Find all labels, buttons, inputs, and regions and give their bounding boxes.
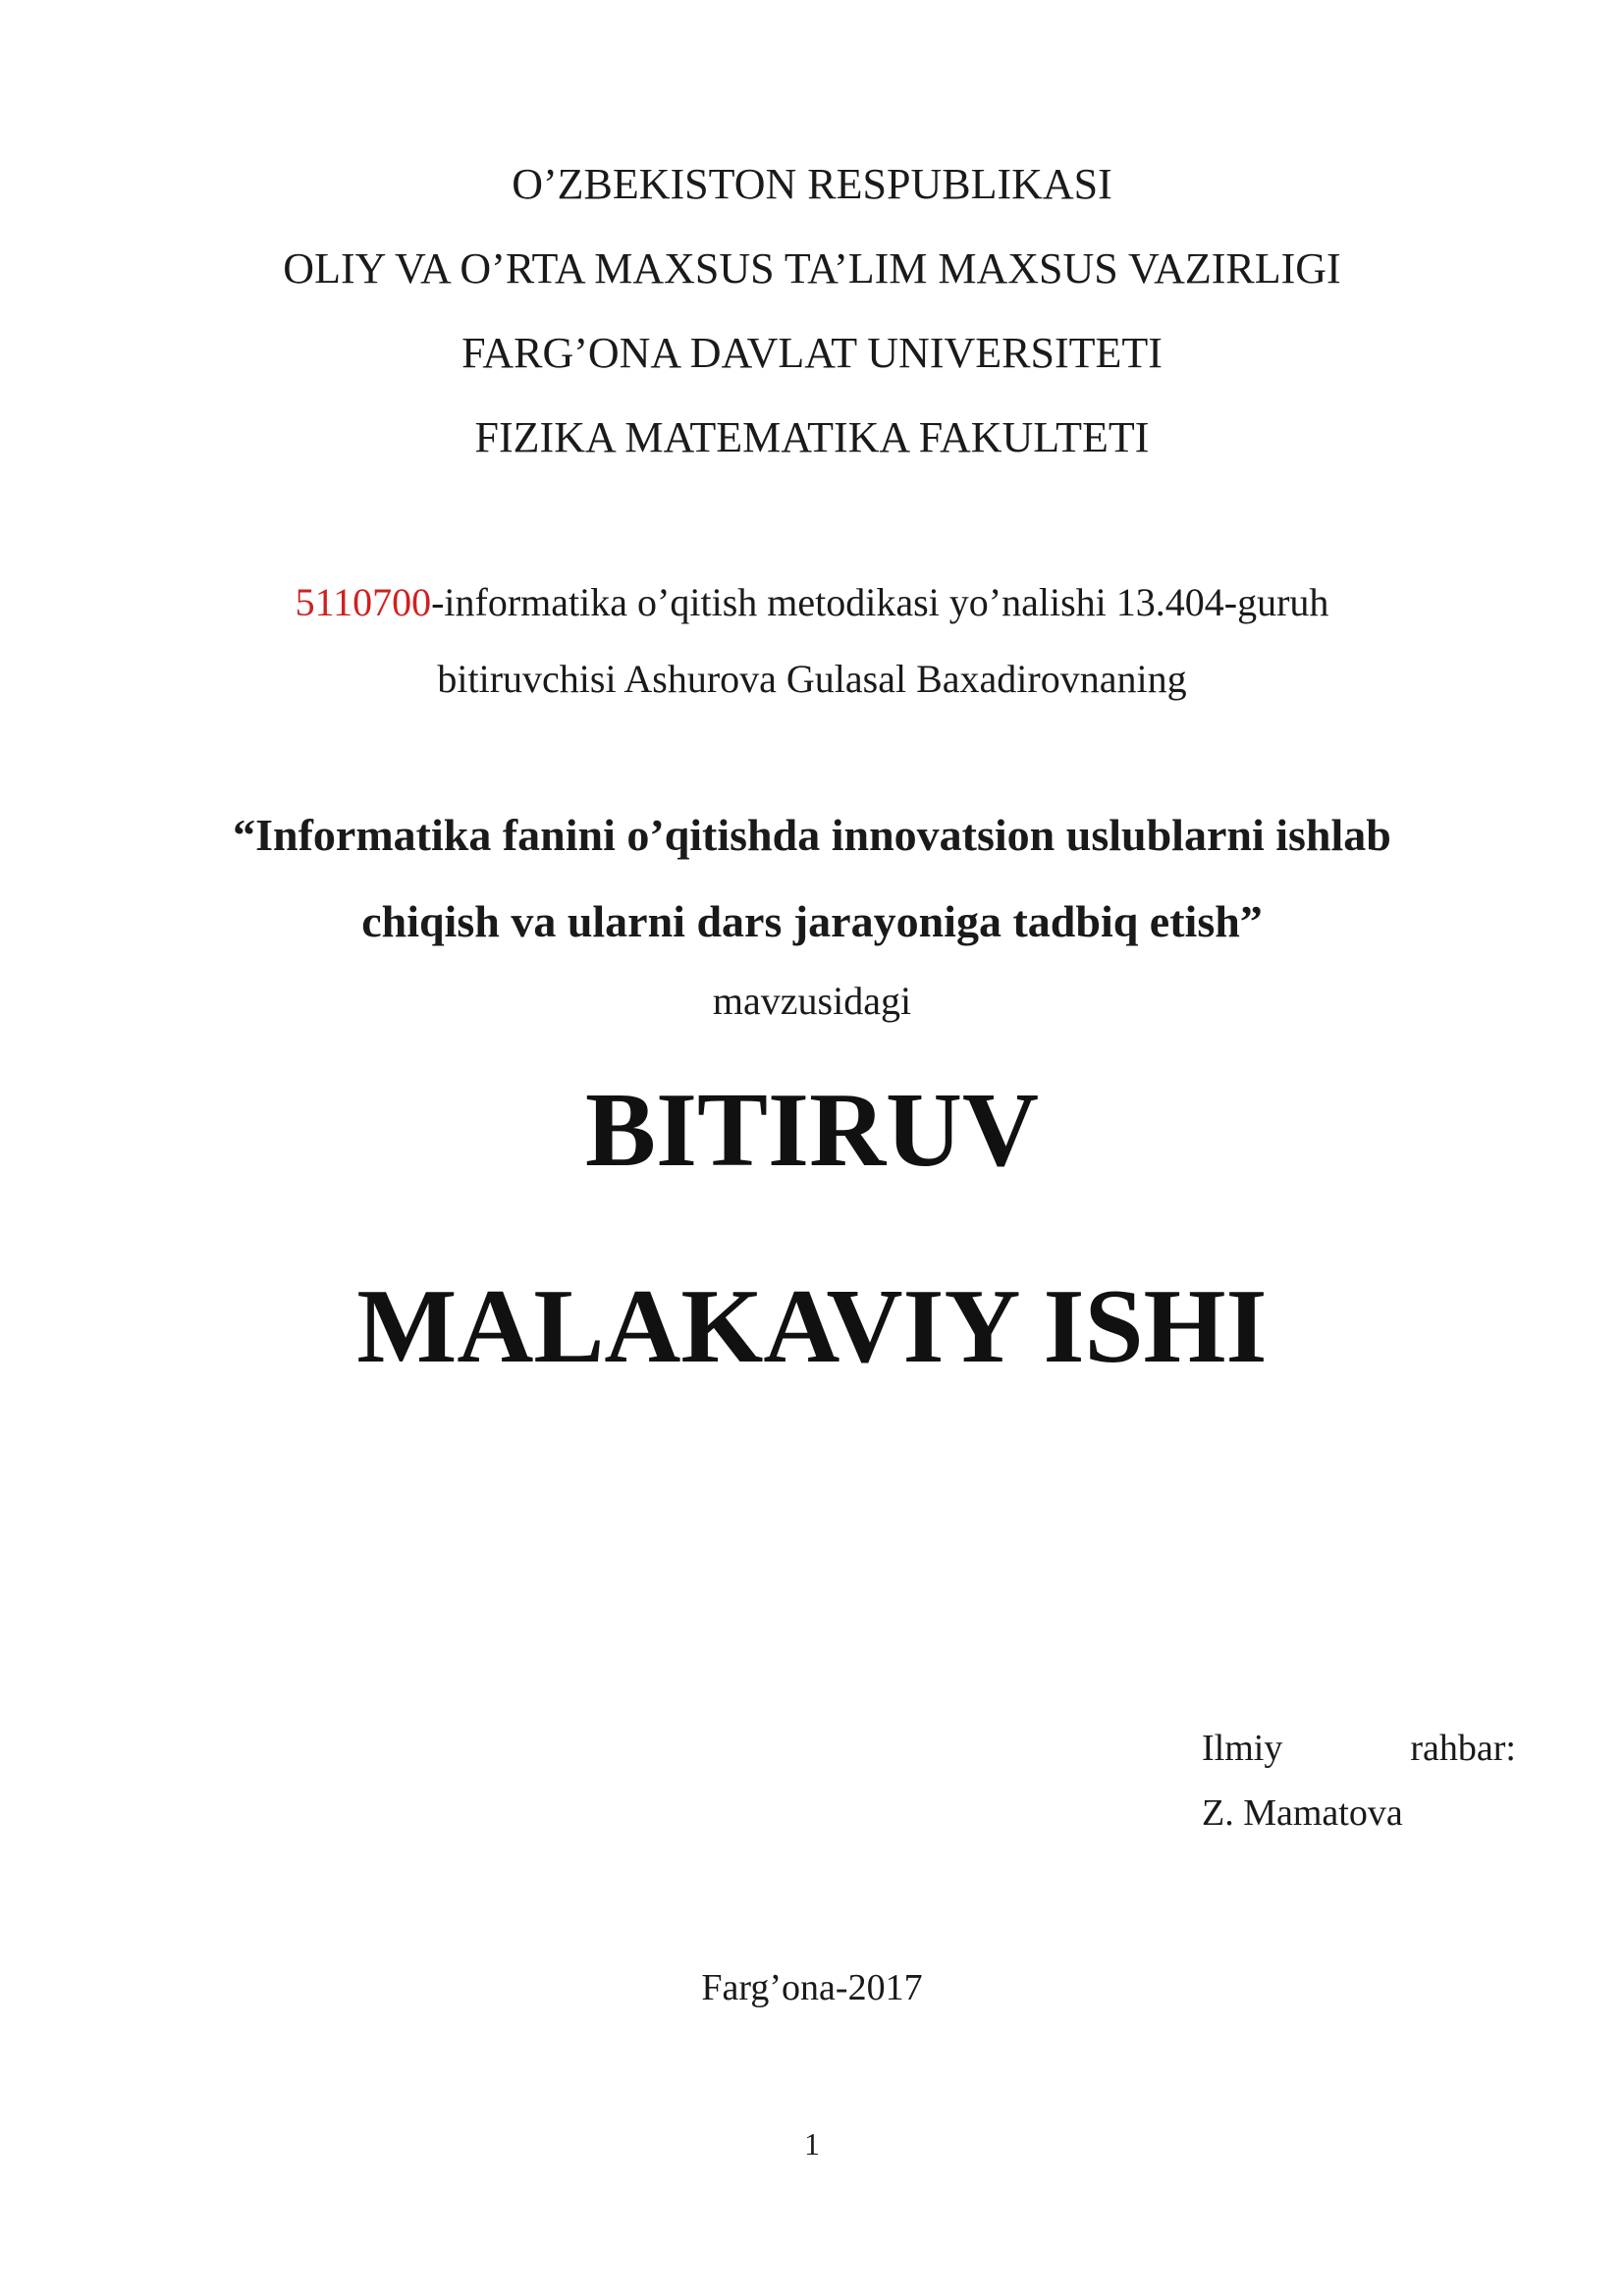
topic-line-2: chiqish va ularni dars jarayoniga tadbiq etish”: [361, 896, 1263, 946]
header-university: FARG’ONA DAVLAT UNIVERSITETI: [461, 329, 1163, 377]
direction-text: -informatika o’qitish metodikasi yo’nalishi 13.404-guruh: [431, 580, 1329, 624]
supervisor-block: [1202, 1730, 1516, 1832]
topic-line-1: “Informatika fanini o’qitishda innovatsion uslublarni ishlab: [233, 810, 1391, 860]
supervisor-label-word1: Ilmiy: [1202, 1728, 1283, 1769]
header-republic: O’ZBEKISTON RESPUBLIKASI: [512, 160, 1112, 208]
supervisor-label-word2: rahbar:: [1410, 1728, 1516, 1769]
supervisor-label: [1202, 1730, 1516, 1767]
header-faculty: FIZIKA MATEMATIKA FAKULTETI: [474, 413, 1150, 461]
title-line-2: MALAKAVIY ISHI: [356, 1268, 1268, 1385]
title-line-1: BITIRUV: [584, 1072, 1040, 1189]
page-number: 1: [804, 2126, 820, 2162]
student-name-line: bitiruvchisi Ashurova Gulasal Baxadirovnaning: [437, 657, 1187, 701]
header-ministry: OLIY VA O’RTA MAXSUS TA’LIM MAXSUS VAZIRLIGI: [283, 244, 1341, 293]
student-direction-line: [0, 580, 1624, 624]
specialty-code: 5110700: [295, 580, 432, 624]
topic-suffix: mavzusidagi: [712, 979, 912, 1023]
city-year: Farg’ona-2017: [701, 1967, 923, 2008]
supervisor-name: Z. Mamatova: [1202, 1792, 1403, 1834]
